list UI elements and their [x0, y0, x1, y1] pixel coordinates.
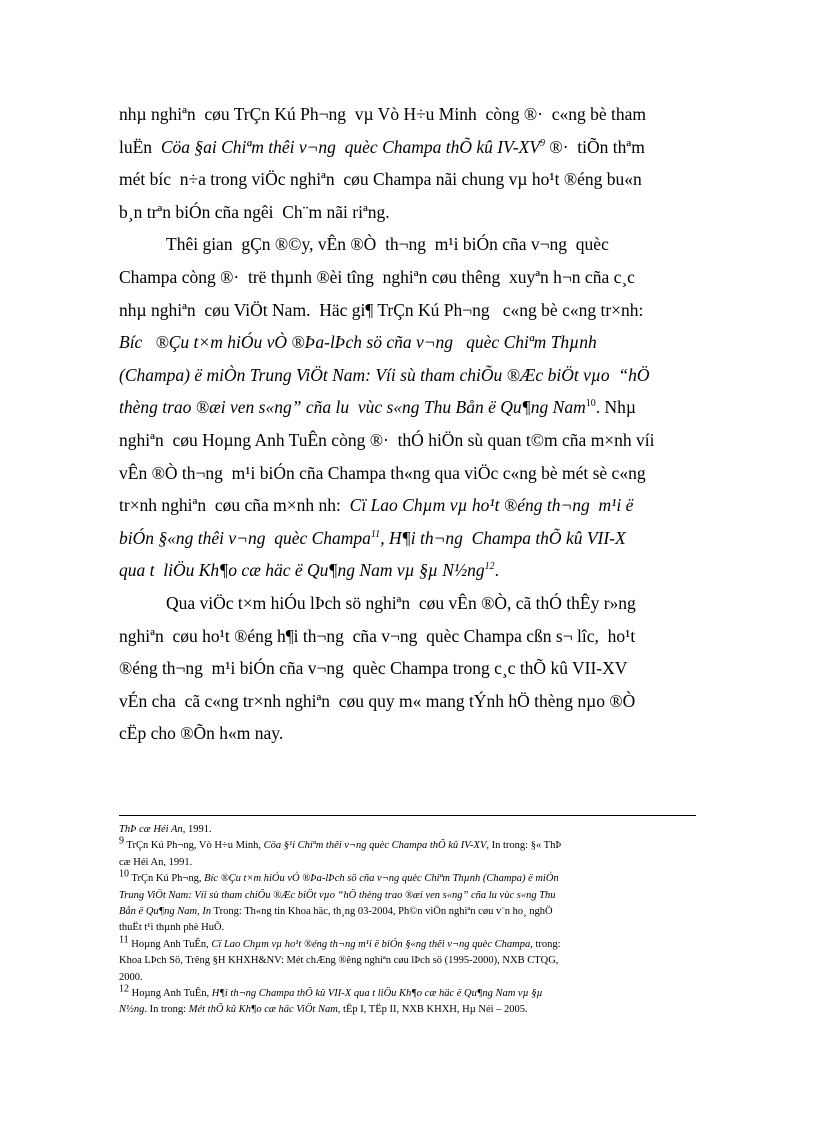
footnote-line	[119, 868, 699, 887]
footnote-separator	[119, 815, 696, 816]
text-run: , trong:	[530, 938, 561, 950]
text-run: ®éng th¬ng m¹i biÓn cña v¬ng quèc Champa trong c¸c thÕ kû VII-XV	[119, 658, 628, 679]
text-run: , In trong: §« ThÞ	[486, 840, 562, 852]
text-run: qua t liÖu Kh¶o cæ häc ë Qu¶ng Nam vµ §µ N½ng	[119, 560, 485, 581]
text-run: thuËt t¹i thµnh phè HuÕ.	[119, 922, 225, 934]
text-run: . Nhµ	[595, 397, 636, 418]
paragraph-line	[119, 197, 696, 227]
footnote-ref: 11	[370, 528, 381, 540]
text-run: nghiªn cøu ho¹t ®éng h¶i th¬ng cña v¬ng quèc Champa cßn s¬ lîc, ho¹t	[119, 625, 636, 646]
text-run: luËn	[119, 136, 161, 157]
paragraph-line	[119, 555, 696, 585]
footnote-line	[119, 953, 699, 969]
footnote-line	[119, 855, 699, 871]
text-run: TrÇn Kú Ph¬ng, Vò H÷u Minh,	[124, 840, 264, 852]
footnote-line	[119, 904, 699, 920]
text-run: cËp cho ®Õn h«m nay.	[119, 723, 284, 744]
text-run: Trung ViÖt Nam: Víi sù tham chiÕu ®Æc biÖt vµo “hÖ thèng trao ®æi ven s«ng” cña lu vùc s«ng Thu	[119, 889, 556, 901]
text-run: nhµ nghiªn cøu TrÇn Kú Ph¬ng vµ Vò H÷u Minh còng ®· c«ng bè tham	[119, 104, 647, 124]
footnote-line	[119, 983, 699, 1002]
text-run: Hoµng Anh TuÊn,	[128, 938, 212, 950]
paragraph-line	[119, 360, 696, 390]
text-run: H¶i th¬ng Champa thÕ kû VII-X qua t liÖu Kh¶o cæ häc ë Qu¶ng Nam vµ §µ	[211, 988, 543, 999]
text-run: ®· tiÕn thªm	[545, 136, 645, 157]
paragraph-line	[119, 327, 696, 357]
text-run: Cï Lao Chµm vµ ho¹t ®éng th¬ng m¹i ë	[349, 495, 634, 516]
text-run: 2000.	[119, 971, 143, 983]
text-run: Trong: Th«ng tin Khoa häc, th¸ng 03-2004, Ph©n viÖn nghiªn cøu v¨n ho¸ nghÖ	[211, 906, 553, 917]
text-run: Cï Lao Chµm vµ ho¹t ®éng th¬ng m¹i ë biÓn §«ng thêi v¬ng quèc Champa	[211, 938, 531, 950]
paragraph-line	[119, 490, 696, 520]
text-run: thèng trao ®æi ven s«ng” cña lu vùc s«ng Thu Bån ë Qu¶ng Nam	[119, 397, 586, 418]
footnote-line	[119, 934, 699, 953]
text-run: Champa còng ®· trë thµnh ®èi tîng nghiªn cøu thêng xuyªn h¬n cña c¸c	[119, 267, 635, 287]
paragraph-line	[119, 653, 696, 683]
paragraph-line	[119, 262, 696, 292]
text-run: cæ Héi An, 1991.	[119, 856, 193, 868]
text-run: Qua viÖc t×m hiÓu lÞch sö nghiªn cøu vÊn ®Ò, cã thÓ thÊy r»ng	[166, 593, 636, 613]
paragraph-line	[119, 392, 696, 422]
text-run: , tËp I, TËp II, NXB KHXH, Hµ Néi – 2005.	[337, 1004, 528, 1016]
text-run: , H¶i th¬ng Champa thÕ kû VII-X	[380, 527, 626, 548]
footnote-ref: 11	[119, 934, 129, 946]
text-run: Khoa LÞch Sö, Trêng §H KHXH&NV: Mét chÆng ®êng nghiªn cøu lÞch sö (1995-2000), NXB CTQG,	[119, 955, 559, 967]
text-run: .	[494, 560, 499, 581]
text-run: (Champa) ë miÒn Trung ViÖt Nam: Víi sù tham chiÕu ®Æc biÖt vµo “hÖ	[119, 364, 650, 385]
paragraph-line	[119, 295, 696, 325]
text-run: ThÞ cæ Héi An	[119, 824, 183, 835]
paragraph-line	[119, 523, 696, 553]
text-run: Thêi gian gÇn ®©y, vÊn ®Ò th¬ng m¹i biÓn cña v¬ng quèc	[166, 234, 609, 255]
footnote-ref: 10	[585, 398, 596, 410]
footnote-line	[119, 888, 699, 904]
text-run: vÉn cha cã c«ng tr×nh nghiªn cøu quy m« mang tÝnh hÖ thèng nµo ®Ò	[119, 690, 636, 711]
footnote-line	[119, 822, 699, 838]
text-run: Bíc ®Çu t×m hiÓu vÒ ®Þa-lÞch sö cña v¬ng quèc Chiªm Thµnh	[119, 332, 597, 353]
text-run: Hoµng Anh TuÊn,	[129, 988, 212, 999]
paragraph-line	[119, 99, 696, 129]
text-run: , 1991.	[182, 824, 212, 835]
paragraph-line	[119, 621, 696, 651]
paragraph-line	[119, 425, 696, 455]
paragraph-line	[119, 686, 696, 716]
paragraph-line	[119, 458, 696, 488]
text-run: Cöa §¹i Chiªm thêi v¬ng quèc Champa thÕ kû IV-XV	[263, 840, 487, 852]
text-run: nhµ nghiªn cøu ViÖt Nam. Häc gi¶ TrÇn Kú Ph¬ng c«ng bè c«ng tr×nh:	[119, 299, 644, 320]
footnote-line	[119, 970, 699, 986]
text-run: biÓn §«ng thêi v¬ng quèc Champa	[119, 527, 371, 548]
paragraph-line	[119, 132, 696, 162]
text-run: TrÇn Kú Ph¬ng,	[129, 873, 205, 885]
text-run: vÊn ®Ò th¬ng m¹i biÓn cña Champa th«ng qua viÖc c«ng bè mét sè c«ng	[119, 462, 646, 483]
text-run: Bíc ®Çu t×m hiÓu vÒ ®Þa-lÞch sö cña v¬ng quèc Chiªm Thµnh (Champa) ë miÒn	[204, 873, 559, 885]
footnote-line	[119, 920, 699, 936]
text-run: mét bíc n÷a trong viÖc nghiªn cøu Champa nãi chung vµ ho¹t ®éng bu«n	[119, 169, 642, 190]
paragraph-line	[119, 164, 696, 194]
footnote-ref: 9	[540, 137, 546, 149]
paragraph-line	[166, 588, 696, 618]
footnote-ref: 12	[484, 561, 495, 573]
footnote-line	[119, 1002, 699, 1018]
text-run: Mét thÕ kû Kh¶o cæ häc ViÖt Nam	[188, 1004, 338, 1016]
footnote-ref: 10	[119, 868, 129, 880]
text-run: tr×nh nghiªn cøu cña m×nh nh:	[119, 495, 350, 516]
text-run: N½ng	[119, 1004, 145, 1016]
paragraph-line	[166, 229, 696, 259]
footnote-ref: 12	[119, 983, 129, 995]
text-run: Bån ë Qu¶ng Nam, In	[119, 906, 212, 917]
footnote-line	[119, 835, 699, 854]
paragraph-line	[119, 718, 696, 748]
text-run: nghiªn cøu Hoµng Anh TuÊn còng ®· thÓ hiÖn sù quan t©m cña m×nh víi	[119, 430, 655, 450]
footnote-ref: 9	[119, 835, 124, 847]
text-run: Cöa §ai Chiªm thêi v¬ng quèc Champa thÕ kû IV-XV	[160, 136, 541, 157]
text-run: b¸n trªn biÓn cña ngêi Ch¨m nãi riªng.	[119, 201, 390, 222]
text-run: . In trong:	[144, 1004, 189, 1016]
